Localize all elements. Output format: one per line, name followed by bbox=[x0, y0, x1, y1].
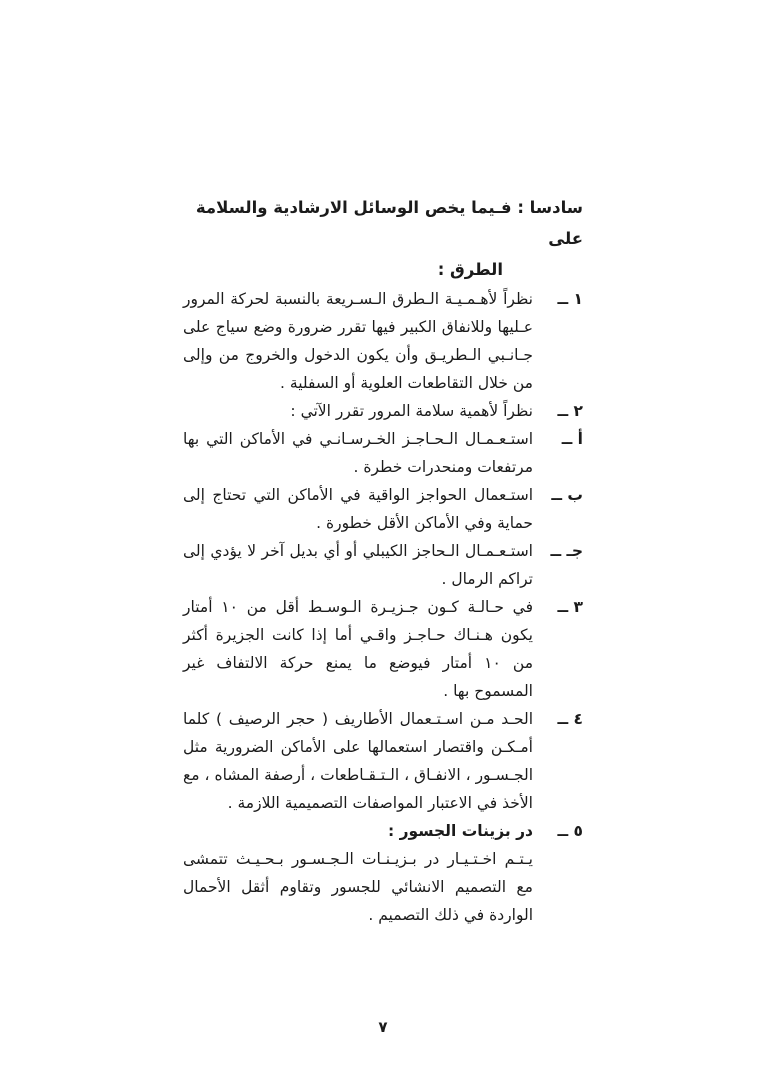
list-text-4: الحـد مـن اسـتـعمال الأطاريف ( حجر الرصيف ) كلما أمـكـن واقتصار استعمالها على الأماكن الضرورية مثل الجـسـور ، الانفـاق ، الـتـقـاطعات ، أرصفة المشاه ، مع الأخذ في الاعتبار المواصفات التصميمية اللازمة . bbox=[183, 710, 533, 812]
list-text-2: نظراً لأهمية سلامة المرور تقرر الآتي : bbox=[290, 402, 533, 420]
list-marker-2: ٢ ــ bbox=[557, 402, 583, 420]
list-text-j: استـعـمـال الـحاجز الكيبلي أو أي بديل آخر لا يؤدي إلى تراكم الرمال . bbox=[183, 542, 533, 588]
list-text-b: استـعمال الحواجز الواقية في الأماكن التي تحتاج إلى حماية وفي الأماكن الأقل خطورة . bbox=[183, 486, 533, 532]
text-block bbox=[183, 192, 583, 929]
closing-paragraph: يـتـم اخـتـيـار در بـزيـنـات الـجـسـور بـحـيـث تتمشى مع التصميم الانشائي للجسور وتقاوم أثقل الأحمال الواردة في ذلك التصميم . bbox=[183, 850, 533, 924]
page-number: ٧ bbox=[378, 1018, 388, 1036]
list-item-1 bbox=[183, 285, 583, 397]
list-item-2 bbox=[183, 397, 583, 425]
list-text-a: استـعـمـال الـحـاجـز الخـرسـانـي في الأماكن التي بها مرتفعات ومنحدرات خطرة . bbox=[183, 430, 533, 476]
list-marker-j: جـ ــ bbox=[550, 542, 583, 560]
section-heading-line1: سادسا : فـيما يخص الوسائل الارشادية والسلامة على bbox=[195, 198, 583, 248]
list-marker-a: أ ــ bbox=[561, 430, 583, 448]
list-marker-5: ٥ ــ bbox=[557, 822, 583, 840]
section-heading-line2: الطرق : bbox=[437, 260, 503, 279]
list-marker-3: ٣ ــ bbox=[557, 598, 583, 616]
list-item-j bbox=[183, 537, 583, 593]
list-item-4 bbox=[183, 705, 583, 817]
list-marker-b: ب ــ bbox=[551, 486, 583, 504]
list-marker-1: ١ ــ bbox=[557, 290, 583, 308]
list-marker-4: ٤ ــ bbox=[557, 710, 583, 728]
list-item-3 bbox=[183, 593, 583, 705]
list-item-a bbox=[183, 425, 583, 481]
list-item-5 bbox=[183, 817, 583, 845]
list-text-1: نظراً لأهـمـيـة الـطرق الـسـريعة بالنسبة لحركة المرور عـليها وللانفاق الكبير فيها تقرر ضرورة وضع سياج على جـانـبي الـطريـق وأن يكون الدخول والخروج من وإلى من خلال التقاطعات العلوية أو السفلية . bbox=[183, 290, 533, 392]
list-text-5: در بزينات الجسور : bbox=[388, 822, 533, 840]
list-text-3: في حـالـة كـون جـزيـرة الـوسـط أقل من ١٠ أمتار يكون هـنـاك حـاجـز واقـي أما إذا كانت الجزيرة أكثر من ١٠ أمتار فيوضع ما يمنع حركة الالتفاف غير المسموح بها . bbox=[183, 598, 534, 700]
list-item-b bbox=[183, 481, 583, 537]
